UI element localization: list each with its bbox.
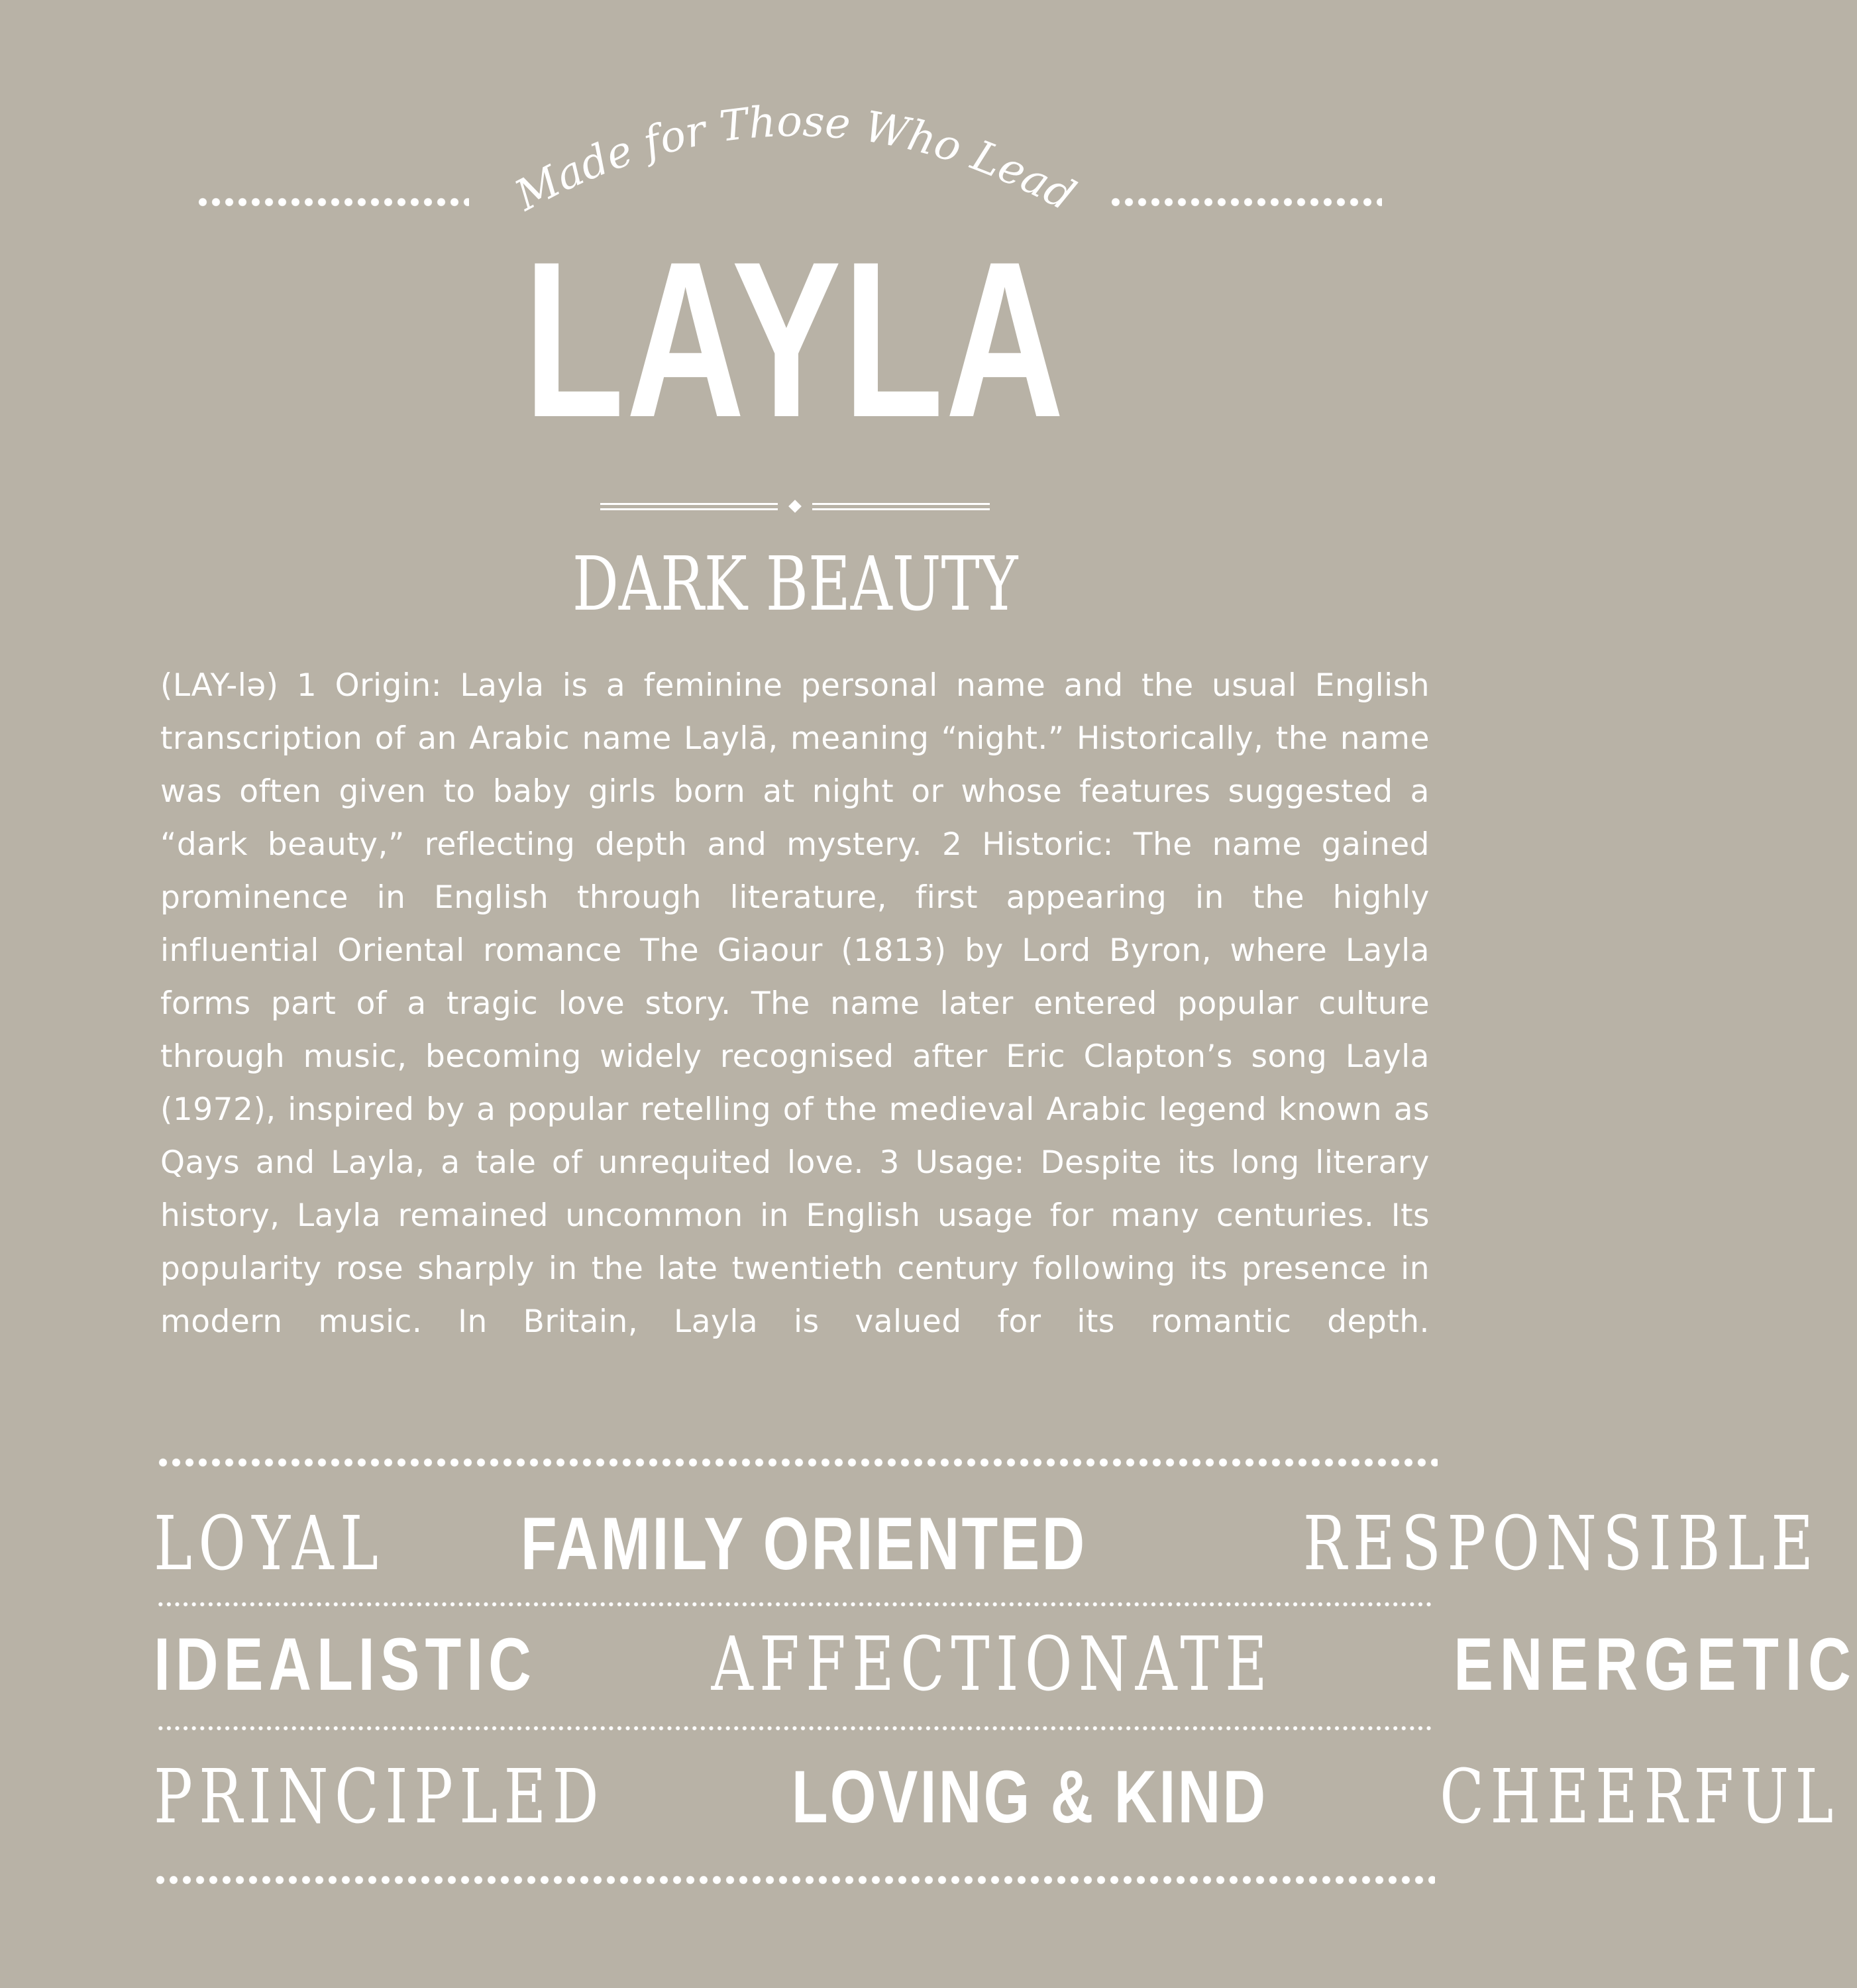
name-meaning: DARK BEAUTY: [572, 541, 1018, 628]
trait-row-3: [154, 1754, 1840, 1840]
trait-responsible: RESPONSIBLE: [1302, 1501, 1820, 1587]
trait-family-oriented: FAMILY ORIENTED: [520, 1502, 1087, 1585]
traits-divider-2: [156, 1726, 1431, 1731]
trait-idealistic: IDEALISTIC: [154, 1623, 537, 1706]
trait-row-2: [154, 1622, 1857, 1708]
trait-cheerful: CHEERFUL: [1440, 1754, 1840, 1840]
ornament-diamond: [788, 500, 802, 513]
traits-divider-1: [156, 1602, 1431, 1607]
name-description: (LAY-lə) 1 Origin: Layla is a feminine personal name and the usual English transcription of an Arabic name Laylā, meaning “night.” Historically, the name was often given to baby girls born at night or whose features suggested a “dark beauty,” reflecting depth and mystery. 2 Historic: The name gained prominence in English through literature, first appearing in the highly influential Oriental romance The Giaour (1813) by Lord Byron, where Layla forms part of a tragic love story. The name later entered popular culture through music, becoming widely recognised after Eric Clapton’s song Layla (1972), inspired by a popular retelling of the medieval Arabic legend known as Qays and Layla, a tale of unrequited love. 3 Usage: Despite its long literary history, Layla remained uncommon in English usage for many centuries. Its popularity rose sharply in the late twentieth century following its presence in modern music. In Britain, Layla is valued for its romantic depth.: [160, 667, 1430, 1340]
trait-row-1: [154, 1501, 1820, 1587]
trait-loving-and-kind: LOVING & KIND: [791, 1755, 1268, 1838]
tagline-arc: [504, 97, 1087, 232]
traits-dots-top: [156, 1457, 1438, 1468]
trait-loyal: LOYAL: [154, 1501, 385, 1587]
name-title: LAYLA: [523, 215, 1067, 463]
header-dots-left: [196, 196, 469, 208]
trait-principled: PRINCIPLED: [154, 1754, 606, 1840]
trait-energetic: ENERGETIC: [1454, 1623, 1857, 1706]
header-dots-right: [1109, 196, 1382, 208]
traits-dots-bottom: [154, 1874, 1435, 1886]
trait-affectionate: AFFECTIONATE: [711, 1622, 1274, 1708]
tagline-text: Made for Those Who Lead: [507, 97, 1083, 221]
